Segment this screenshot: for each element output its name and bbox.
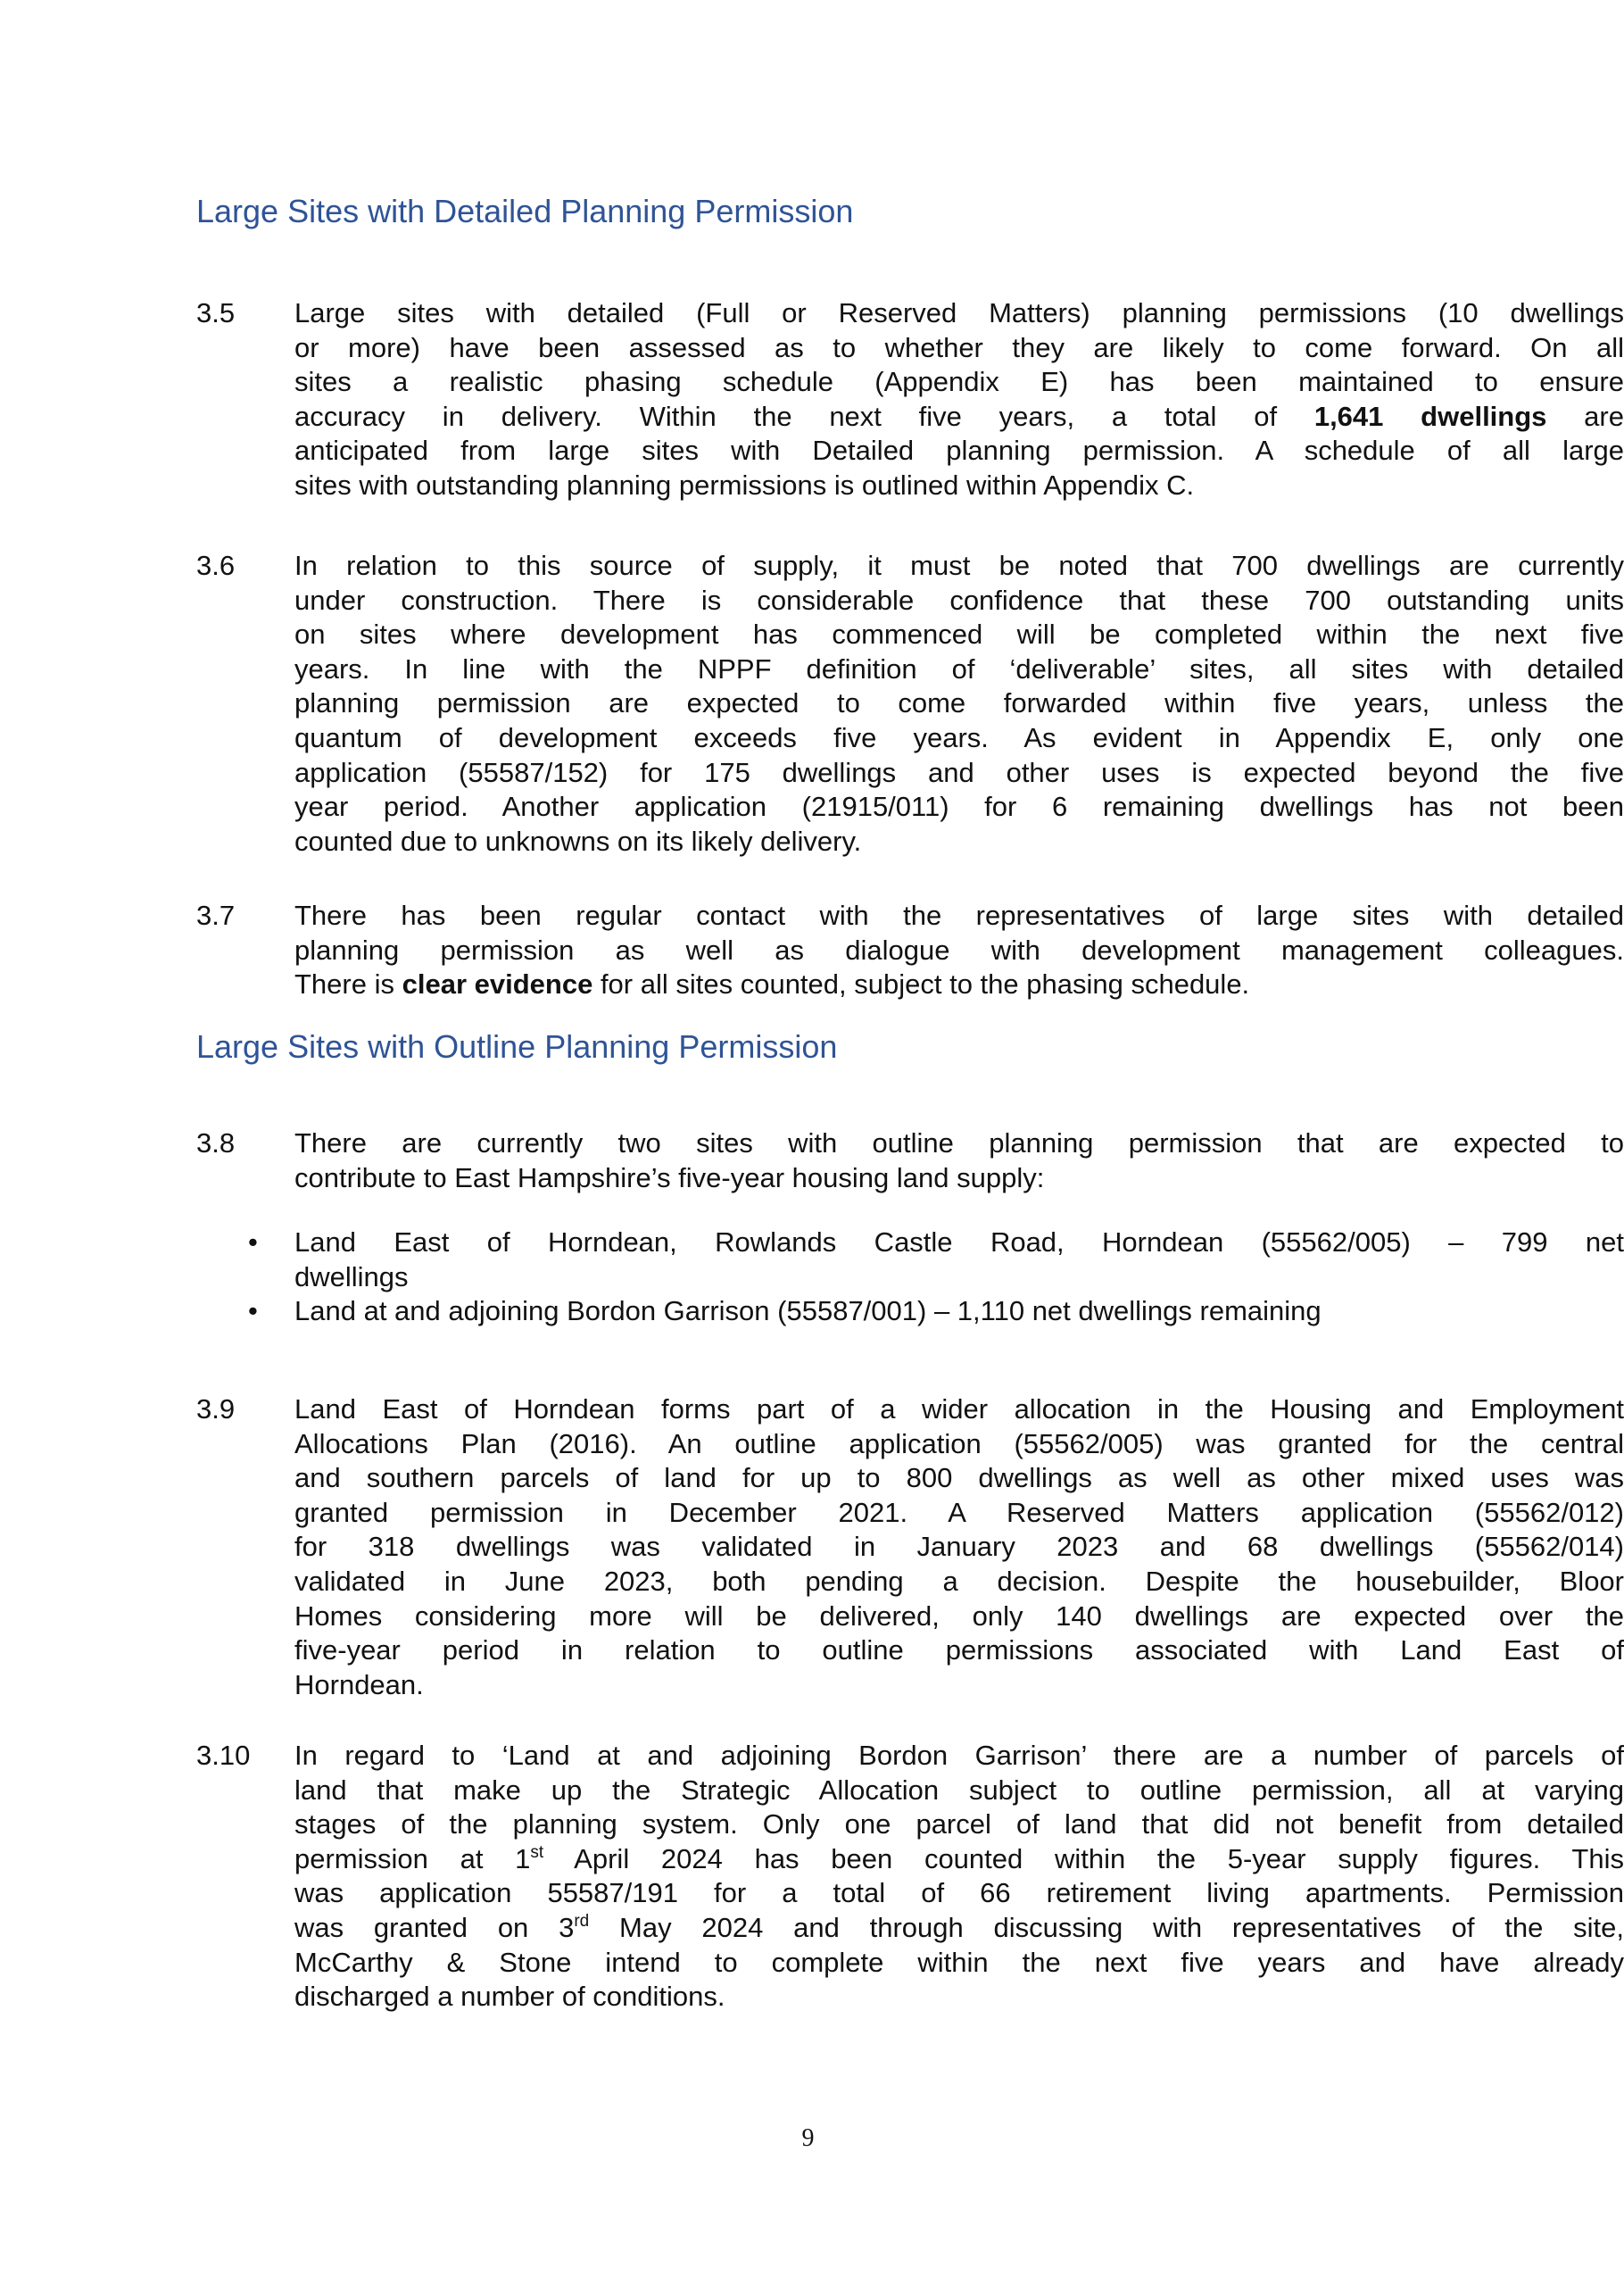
bullet-line: Land East of Horndean, Rowlands Castle Road, Horndean (55562/005) – 799 net [294, 1226, 1624, 1258]
paragraph-line: sites a realistic phasing schedule (Appendix E) has been maintained to ensure [294, 366, 1624, 398]
paragraph-line: Allocations Plan (2016). An outline application (55562/005) was granted for the central [294, 1427, 1624, 1459]
paragraph-body [294, 899, 1624, 1002]
paragraph-line: and southern parcels of land for up to 800 dwellings as well as other mixed uses was [294, 1462, 1624, 1494]
paragraph-line: under construction. There is considerable confidence that these 700 outstanding units [294, 584, 1624, 616]
paragraph-number: 3.5 [196, 297, 236, 328]
paragraph-line: year period. Another application (21915/011) for 6 remaining dwellings has not been [294, 791, 1624, 823]
text-run: April 2024 has been counted within the 5-year supply figures. This [543, 1842, 1624, 1874]
text-run: There is [294, 968, 394, 1001]
paragraph-body [294, 296, 1624, 503]
bullet-icon: • [248, 1295, 258, 1327]
text-run: permission at 1 [294, 1842, 531, 1874]
paragraph-line: planning permission are expected to come forwarded within five years, unless the [294, 687, 1624, 719]
paragraph-line: McCarthy & Stone intend to complete within the next five years and have already [294, 1946, 1624, 1978]
paragraph-line: discharged a number of conditions. [294, 1981, 725, 2013]
paragraph-number: 3.10 [196, 1740, 251, 1771]
paragraph-line: Horndean. [294, 1668, 424, 1700]
paragraph-line: for 318 dwellings was validated in January 2023 and 68 dwellings (55562/014) [294, 1531, 1624, 1563]
bullet-line: Land at and adjoining Bordon Garrison (55587/001) – 1,110 net dwellings remaining [294, 1295, 1322, 1327]
bullet-icon: • [248, 1226, 258, 1258]
list-item [196, 1294, 1446, 1329]
paragraph-line: anticipated from large sites with Detailed planning permission. A schedule of all large [294, 435, 1624, 467]
bullet-text [294, 1226, 1624, 1294]
page-number: 9 [801, 2124, 815, 2152]
bullet-list [196, 1226, 1624, 1329]
paragraph-line: years. In line with the NPPF definition of ‘deliverable’ sites, all sites with detailed [294, 652, 1624, 685]
bullet-line: dwellings [294, 1260, 409, 1292]
paragraph-line: quantum of development exceeds five years. As evident in Appendix E, only one [294, 721, 1624, 753]
bold-dwellings-count: 1,641 dwellings [1313, 400, 1547, 432]
paragraph-line: contribute to East Hampshire’s five-year housing land supply: [294, 1161, 1045, 1193]
paragraph-number: 3.9 [196, 1393, 236, 1425]
paragraph-number: 3.6 [196, 550, 236, 581]
text-run: are [1584, 400, 1624, 432]
paragraph-line: In relation to this source of supply, it must be noted that 700 dwellings are currently [294, 550, 1624, 581]
section-heading-outline: Large Sites with Outline Planning Permission [196, 1028, 838, 1065]
paragraph-body [294, 1126, 1624, 1195]
paragraph-line: There are currently two sites with outline planning permission that are expected to [294, 1127, 1624, 1159]
paragraph-line: Large sites with detailed (Full or Reserved Matters) planning permissions (10 dwellings [294, 297, 1624, 328]
paragraph-line [294, 400, 1624, 435]
paragraph-line: Land East of Horndean forms part of a wider allocation in the Housing and Employment [294, 1393, 1624, 1425]
paragraph-line: application (55587/152) for 175 dwellings and other uses is expected beyond the five [294, 756, 1624, 788]
bullet-text [294, 1294, 1624, 1329]
paragraph-line: In regard to ‘Land at and adjoining Bordon Garrison’ there are a number of parcels of [294, 1740, 1624, 1771]
paragraph-line: was application 55587/191 for a total of 66 retirement living apartments. Permission [294, 1877, 1624, 1909]
superscript: st [530, 1842, 544, 1862]
paragraph-line [294, 1911, 1624, 1946]
paragraph-line: stages of the planning system. Only one parcel of land that did not benefit from detailed [294, 1808, 1624, 1840]
paragraph-body [294, 1739, 1624, 2015]
paragraph-line: granted permission in December 2021. A Reserved Matters application (55562/012) [294, 1496, 1624, 1528]
text-run: May 2024 and through discussing with representatives of the site, [589, 1911, 1624, 1943]
paragraph-line: counted due to unknowns on its likely delivery. [294, 825, 862, 857]
bold-clear-evidence: clear evidence [402, 968, 593, 1001]
paragraph-line: five-year period in relation to outline permissions associated with Land East of [294, 1634, 1624, 1666]
paragraph-line: Homes considering more will be delivered, only 140 dwellings are expected over the [294, 1600, 1624, 1632]
paragraph-line: validated in June 2023, both pending a decision. Despite the housebuilder, Bloor [294, 1565, 1624, 1597]
paragraph-body [294, 549, 1624, 859]
paragraph-line [294, 1842, 1624, 1877]
paragraph-line: sites with outstanding planning permissions is outlined within Appendix C. [294, 469, 1195, 501]
text-run: accuracy in delivery. Within the next five years, a total of [294, 400, 1278, 432]
paragraph-number: 3.8 [196, 1127, 236, 1159]
paragraph-line: land that make up the Strategic Allocation subject to outline permission, all at varying [294, 1774, 1624, 1806]
text-run: was granted on 3 [294, 1911, 575, 1943]
text-run: for all sites counted, subject to the phasing schedule. [600, 968, 1250, 1001]
superscript: rd [574, 1911, 590, 1931]
paragraph-line: planning permission as well as dialogue with development management colleagues. [294, 934, 1624, 966]
paragraph-line: or more) have been assessed as to whether they are likely to come forward. On all [294, 331, 1624, 363]
paragraph-body [294, 1392, 1624, 1702]
paragraph-line [294, 968, 1624, 1002]
paragraph-line: There has been regular contact with the representatives of large sites with detailed [294, 900, 1624, 931]
paragraph-line: on sites where development has commenced will be completed within the next five [294, 619, 1624, 651]
paragraph-number: 3.7 [196, 900, 236, 931]
list-item [196, 1226, 1624, 1294]
section-heading-detailed: Large Sites with Detailed Planning Permission [196, 193, 854, 229]
